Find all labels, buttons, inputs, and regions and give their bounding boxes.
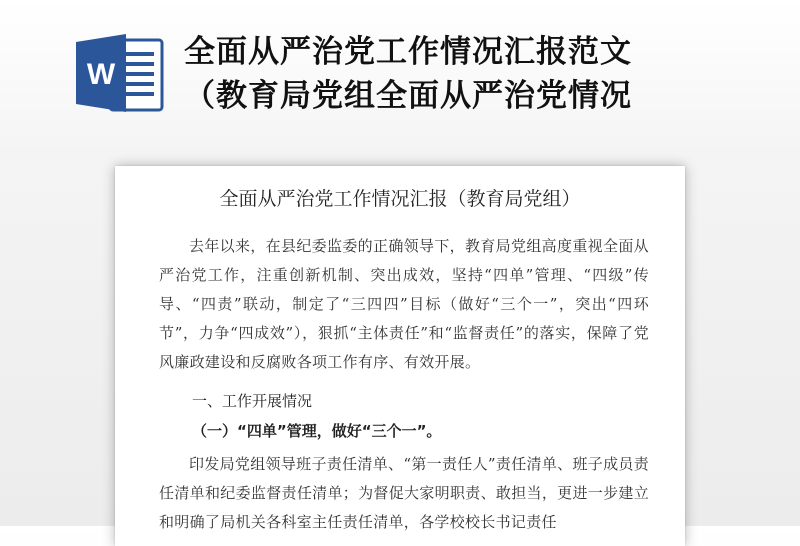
logo-letter: W <box>86 58 116 91</box>
word-document-icon <box>76 32 166 114</box>
paragraph-2-block <box>159 450 649 537</box>
banner-title <box>184 30 784 118</box>
banner-title-line-2: （教育局党组全面从严治党情况 <box>184 78 632 114</box>
document-page-preview <box>115 166 685 546</box>
banner-title-line-1: 全面从严治党工作情况汇报范文 <box>184 34 632 70</box>
subsection-1-heading: （一）“四单”管理，做好“三个一”。 <box>192 422 442 440</box>
paragraph-1: 去年以来，在县纪委监委的正确领导下，教育局党组高度重视全面从严治党工作，注重创新机制、突出成效，坚持“四单”管理、“四级”传导、“四责”联动，制定了“三四四”目标（做好“三个一”，突出“四环节”，力争“四成效”），狠抓“主体责任”和“监督责任”的落实，保障了党风廉政建设和反腐败各项工作有序、有效开展。 <box>159 237 649 371</box>
document-heading: 全面从严治党工作情况汇报（教育局党组） <box>219 188 581 210</box>
paragraph-2: 印发局党组领导班子责任清单、“第一责任人”责任清单、班子成员责任清单和纪委监督责任清单；为督促大家明职责、敢担当，更进一步建立和明确了局机关各科室主任责任清单，各学校校长书记责任 <box>159 455 649 531</box>
paragraph-1-block <box>159 232 649 377</box>
section-1-heading: 一、工作开展情况 <box>192 392 313 410</box>
